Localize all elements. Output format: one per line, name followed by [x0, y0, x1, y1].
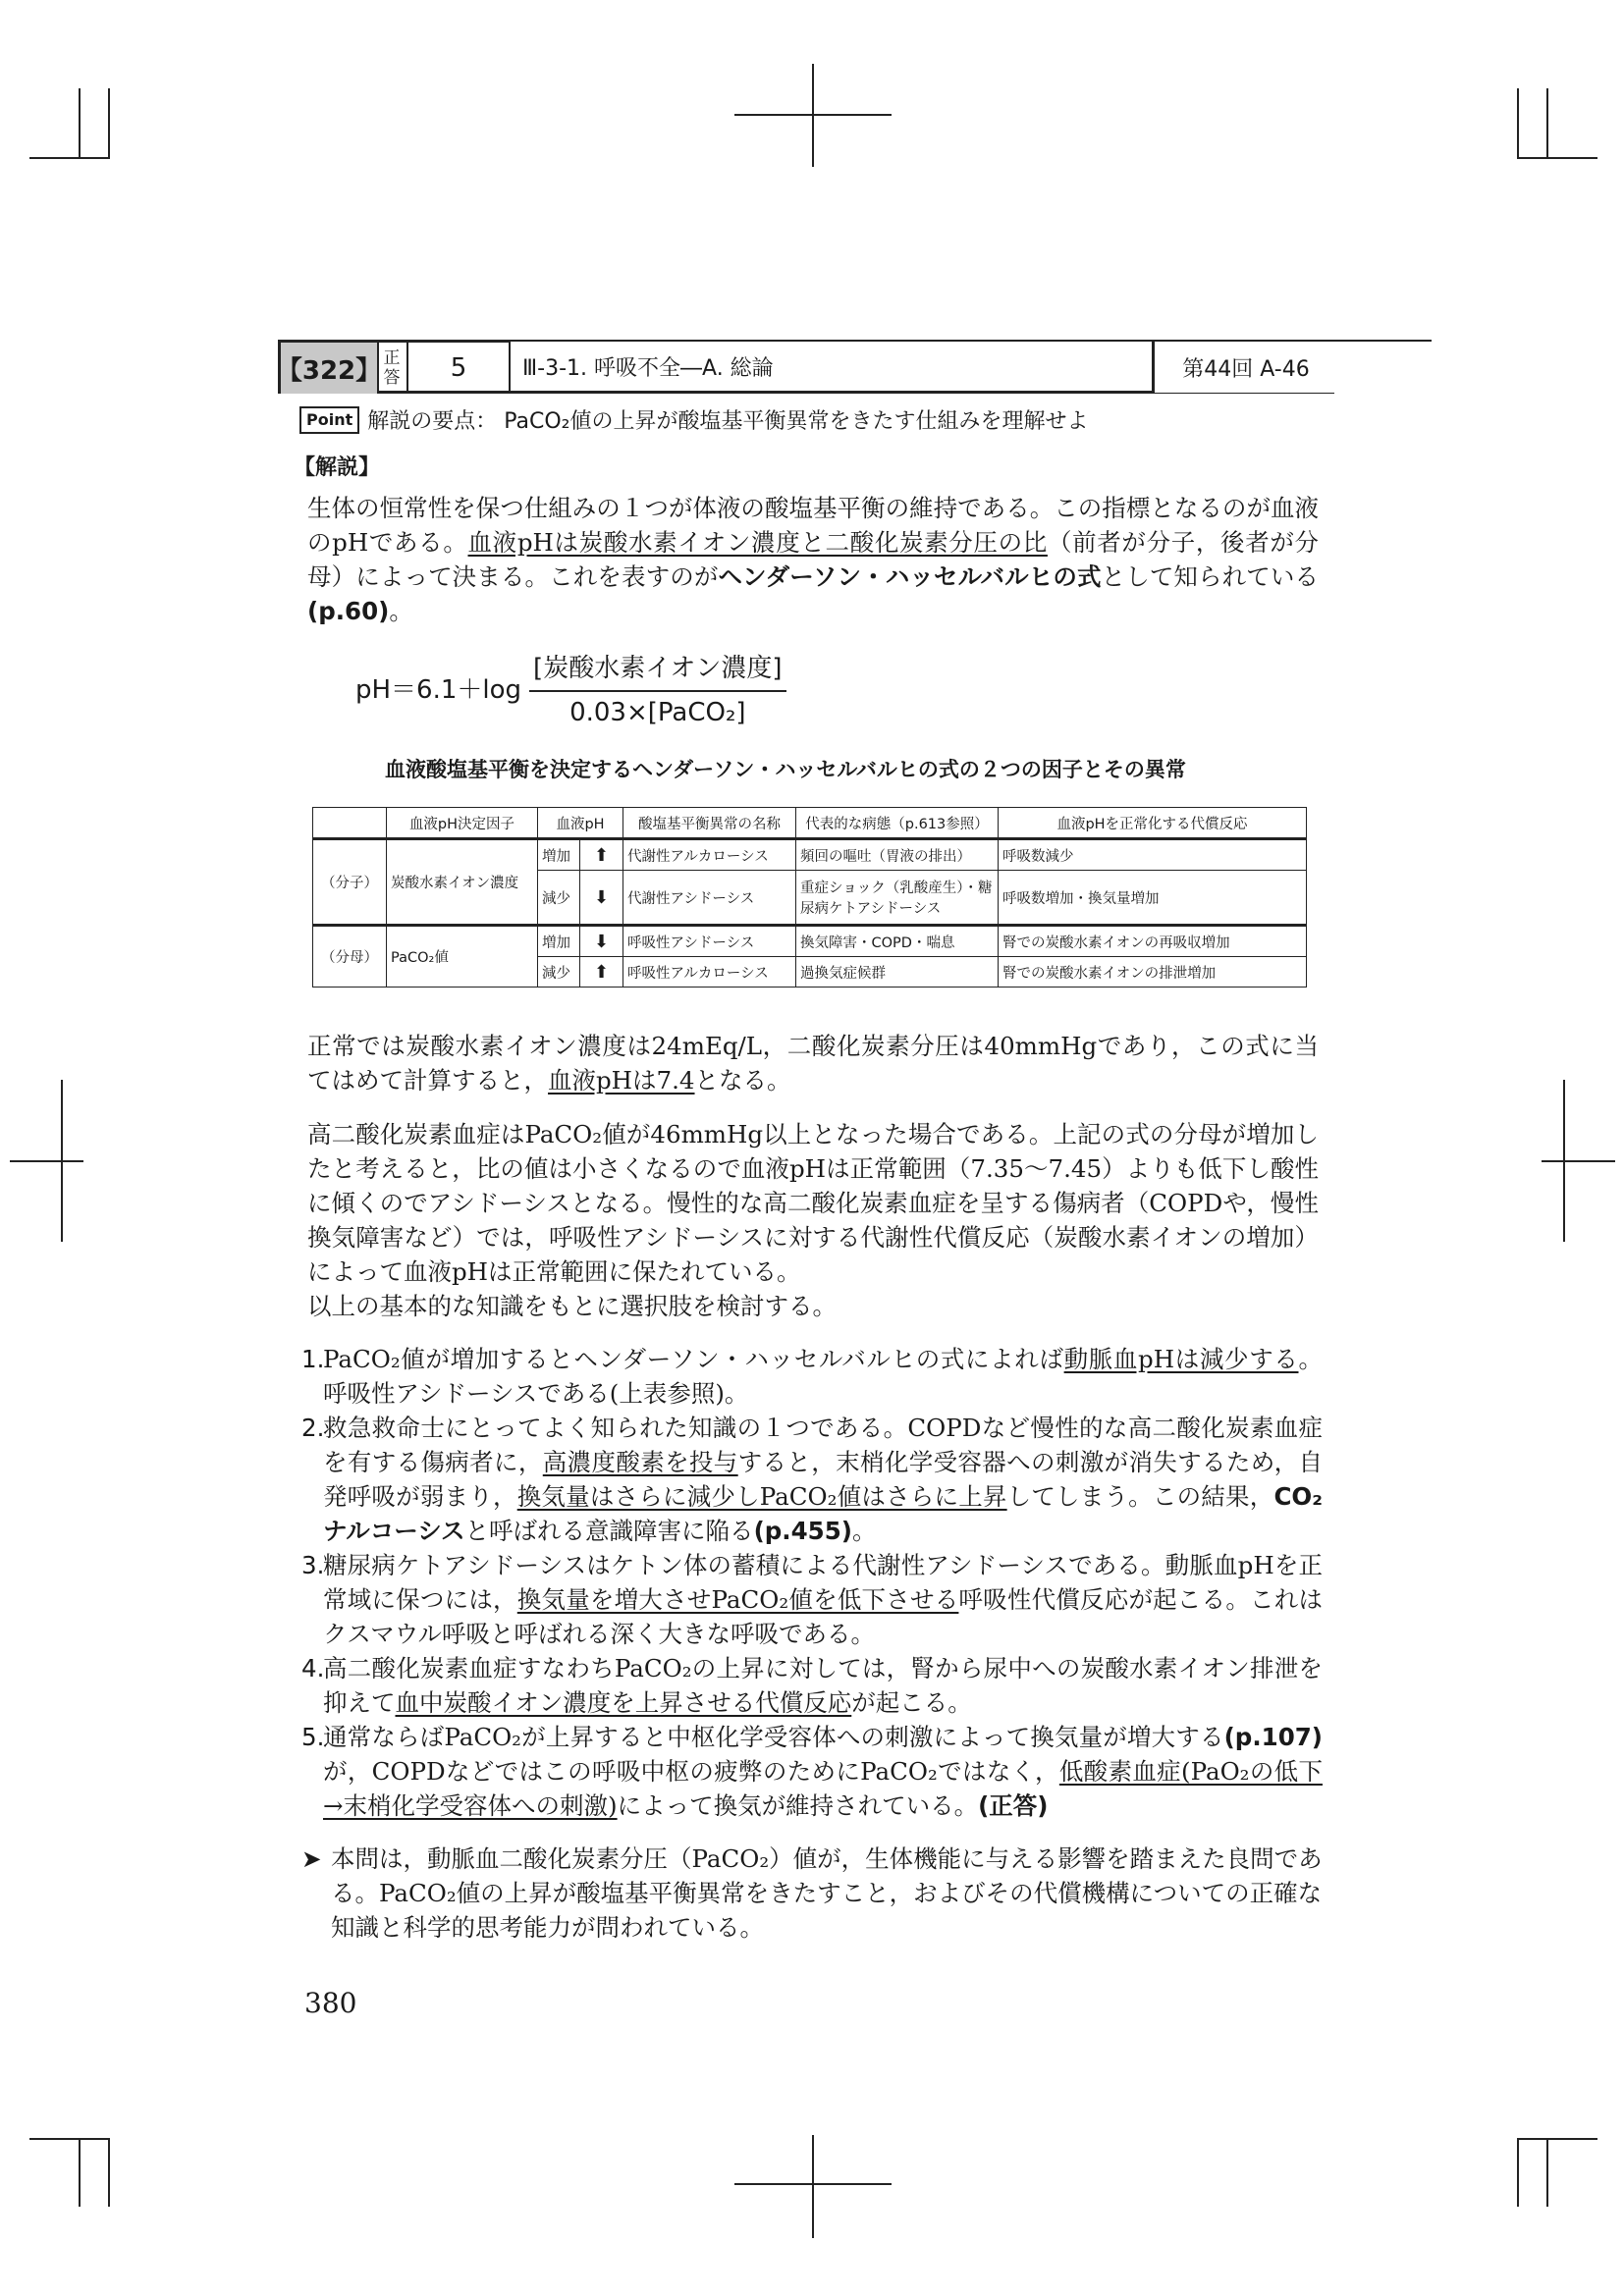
- hypercapnia-text2: 以上の基本的な知識をもとに選択肢を検討する。: [307, 1292, 837, 1320]
- compensation: 呼吸数増加・換気量増加: [999, 871, 1307, 926]
- hypercapnia-paragraph: [307, 1117, 1319, 1323]
- table-header: 代表的な病態（p.613参照）: [796, 808, 999, 839]
- choice-number: 5.: [301, 1723, 325, 1751]
- topic-label: Ⅲ-3-1. 呼吸不全―A. 総論: [511, 340, 1432, 391]
- choice-text: すると，末梢化学受容器への刺激が消失するため，自発呼吸が弱まり，: [323, 1448, 1324, 1511]
- compensation: 腎での炭酸水素イオンの排泄増加: [999, 957, 1307, 988]
- condition-state: 重症ショック（乳酸産生）・糖尿病ケトアシドーシス: [796, 871, 999, 926]
- arrow-down-icon: ⬇: [580, 871, 623, 926]
- table-caption: 血液酸塩基平衡を決定するヘンダーソン・ハッセルバルヒの式の２つの因子とその異常: [385, 758, 1186, 781]
- list-item: [301, 1651, 1323, 1720]
- change-cell: 増加: [538, 839, 580, 871]
- correct-answer: 5: [408, 340, 511, 394]
- intro-paragraph: [307, 491, 1319, 628]
- list-item: [301, 1720, 1323, 1823]
- table-header: 血液pH決定因子: [387, 808, 538, 839]
- choice-text: 通常ならばPaCO₂が上昇すると中枢化学受容体への刺激によって換気量が増大する: [323, 1723, 1224, 1751]
- table-header: 血液pHを正常化する代償反応: [999, 808, 1307, 839]
- list-item: [301, 1342, 1323, 1411]
- arrow-down-icon: ⬇: [580, 926, 623, 957]
- point-line: [299, 404, 1089, 435]
- intro-bold: ヘンダーソン・ハッセルバルヒの式: [718, 562, 1102, 591]
- seito-label-top: 正: [383, 348, 401, 368]
- intro-s3: （前者が分子，後者が分母）によって決まる。これを表すのが: [307, 528, 1320, 591]
- choice-underline: 高濃度酸素を投与: [542, 1448, 738, 1476]
- arrow-up-icon: ⬆: [580, 957, 623, 988]
- point-icon: Point: [299, 406, 359, 434]
- condition-state: 頻回の嘔吐（胃液の排出）: [796, 839, 999, 871]
- choice-bold: CO₂ナルコーシス: [323, 1482, 1323, 1545]
- condition-name: 代謝性アルカローシス: [623, 839, 796, 871]
- choice-text: 高二酸化炭素血症すなわちPaCO₂の上昇に対しては，腎から尿中への炭酸水素イオン排泄を抑えて: [323, 1654, 1323, 1717]
- question-header: [278, 340, 1334, 394]
- choice-text: によって換気が維持されている。: [617, 1791, 979, 1820]
- table-row: [313, 839, 1307, 871]
- choice-text: 救急救命士にとってよく知られた知識の１つである。COPDなど慢性的な高二酸化炭素血症を有する傷病者に，: [323, 1414, 1323, 1476]
- choice-ref: (p.455): [753, 1517, 852, 1545]
- group-factor: PaCO₂値: [387, 926, 538, 988]
- summary-paragraph: [301, 1842, 1323, 1945]
- change-cell: 減少: [538, 871, 580, 926]
- formula-denominator: 0.03×[PaCO₂]: [569, 698, 746, 727]
- condition-name: 呼吸性アルカローシス: [623, 957, 796, 988]
- formula-fraction: [529, 648, 786, 727]
- change-cell: 減少: [538, 957, 580, 988]
- intro-s7: 。: [389, 597, 413, 625]
- choice-text: 。: [851, 1517, 877, 1545]
- table-header-row: [313, 808, 1307, 839]
- acid-base-table: [312, 807, 1307, 988]
- condition-name: 代謝性アシドーシス: [623, 871, 796, 926]
- table-row: [313, 926, 1307, 957]
- choice-text: 糖尿病ケトアシドーシスはケトン体の蓄積による代謝性アシドーシスである。動脈血pHを正常域に保つには，: [323, 1551, 1323, 1614]
- intro-ref: (p.60): [307, 597, 390, 625]
- formula-numerator: [炭酸水素イオン濃度]: [529, 648, 786, 692]
- summary-text: 本問は，動脈血二酸化炭素分圧（PaCO₂）値が，生体機能に与える影響を踏まえた良問である。PaCO₂値の上昇が酸塩基平衡異常をきたすこと，およびその代償機構についての正確な知識と科学的思考能力が問われている。: [331, 1844, 1323, 1942]
- choice-text: が，COPDなどではこの呼吸中枢の疲弊のためにPaCO₂ではなく，: [323, 1757, 1059, 1786]
- condition-state: 過換気症候群: [796, 957, 999, 988]
- choice-text: が起こる。: [851, 1688, 972, 1717]
- normal-paragraph: [307, 1029, 1319, 1097]
- normal-underline: 血液pHは7.4: [548, 1066, 695, 1095]
- formula-lhs: pH＝6.1＋log: [355, 675, 522, 705]
- page-number: 380: [304, 1987, 357, 2019]
- list-item: [301, 1548, 1323, 1651]
- choice-text: 呼吸性代償反応が起こる。これはクスマウル呼吸と呼ばれる深く大きな呼吸である。: [323, 1585, 1323, 1648]
- compensation: 呼吸数減少: [999, 839, 1307, 871]
- intro-s1: 生体の恒常性を保つ仕組みの１つが体液の酸塩基平衡の維持である。この指標となるのが血液のpHである。: [307, 494, 1319, 557]
- condition-state: 換気障害・COPD・喘息: [796, 926, 999, 957]
- group-label: （分子）: [313, 839, 387, 926]
- choice-number: 4.: [301, 1654, 325, 1682]
- choice-underline: 血中炭酸イオン濃度を上昇させる代償反応: [395, 1688, 852, 1717]
- choice-number: 3.: [301, 1551, 325, 1579]
- choice-text: してしまう。この結果，: [1006, 1482, 1274, 1511]
- arrow-up-icon: ⬆: [580, 839, 623, 871]
- seito-label: [377, 340, 408, 394]
- hypercapnia-text: 高二酸化炭素血症はPaCO₂値が46mmHg以上となった場合である。上記の式の分母が増加したと考えると，比の値は小さくなるので血液pHは正常範囲（7.35～7.45）よりも低下し酸性に傾くのでアシドーシスとなる。慢性的な高二酸化炭素血症を呈する傷病者（COPDや，慢性換気障害など）では，呼吸性アシドーシスに対する代謝性代償反応（炭酸水素イオンの増加）によって血液pHは正常範囲に保たれている。: [307, 1120, 1319, 1286]
- choice-number: 2.: [301, 1414, 325, 1442]
- seito-label-bottom: 答: [383, 368, 401, 388]
- choice-underline: 換気量を増大させPaCO₂値を低下させる: [516, 1585, 959, 1614]
- correct-answer-mark: (正答): [978, 1791, 1049, 1820]
- choice-number: 1.: [301, 1345, 325, 1373]
- choice-text: 。呼吸性アシドーシスである(上表参照)。: [323, 1345, 1323, 1408]
- table-header: [313, 808, 387, 839]
- choice-underline: 低酸素血症(PaO₂の低下→末梢化学受容体への刺激): [323, 1757, 1323, 1820]
- table-header: 酸塩基平衡異常の名称: [623, 808, 796, 839]
- group-factor: 炭酸水素イオン濃度: [387, 839, 538, 926]
- change-cell: 増加: [538, 926, 580, 957]
- compensation: 腎での炭酸水素イオンの再吸収増加: [999, 926, 1307, 957]
- exam-label: 第44回 A-46: [1152, 340, 1337, 393]
- question-number: 【322】: [278, 340, 379, 394]
- normal-s3: となる。: [694, 1066, 791, 1095]
- kaisetsu-heading: 【解説】: [294, 455, 381, 480]
- choice-text: と呼ばれる意識障害に陥る: [464, 1517, 754, 1545]
- arrow-right-icon: ➤: [301, 1844, 322, 1873]
- choice-underline: 換気量はさらに減少しPaCO₂値はさらに上昇: [516, 1482, 1007, 1511]
- choice-list: [301, 1342, 1323, 1823]
- intro-s5: として知られている: [1101, 562, 1320, 591]
- intro-underline: 血液pHは炭酸水素イオン濃度と二酸化炭素分圧の比: [467, 528, 1048, 557]
- choice-underline: 動脈血pHは減少する: [1063, 1345, 1299, 1373]
- list-item: [301, 1411, 1323, 1548]
- group-label: （分母）: [313, 926, 387, 988]
- choice-text: PaCO₂値が増加するとヘンダーソン・ハッセルバルヒの式によれば: [323, 1345, 1064, 1373]
- normal-s1: 正常では炭酸水素イオン濃度は24mEq/L，二酸化炭素分圧は40mmHgであり，この式に当てはめて計算すると，: [307, 1032, 1319, 1095]
- table-header: 血液pH: [538, 808, 623, 839]
- choice-ref: (p.107): [1223, 1723, 1323, 1751]
- point-text: 解説の要点： PaCO₂値の上昇が酸塩基平衡異常をきたす仕組みを理解せよ: [367, 409, 1089, 434]
- henderson-formula: [355, 648, 786, 727]
- condition-name: 呼吸性アシドーシス: [623, 926, 796, 957]
